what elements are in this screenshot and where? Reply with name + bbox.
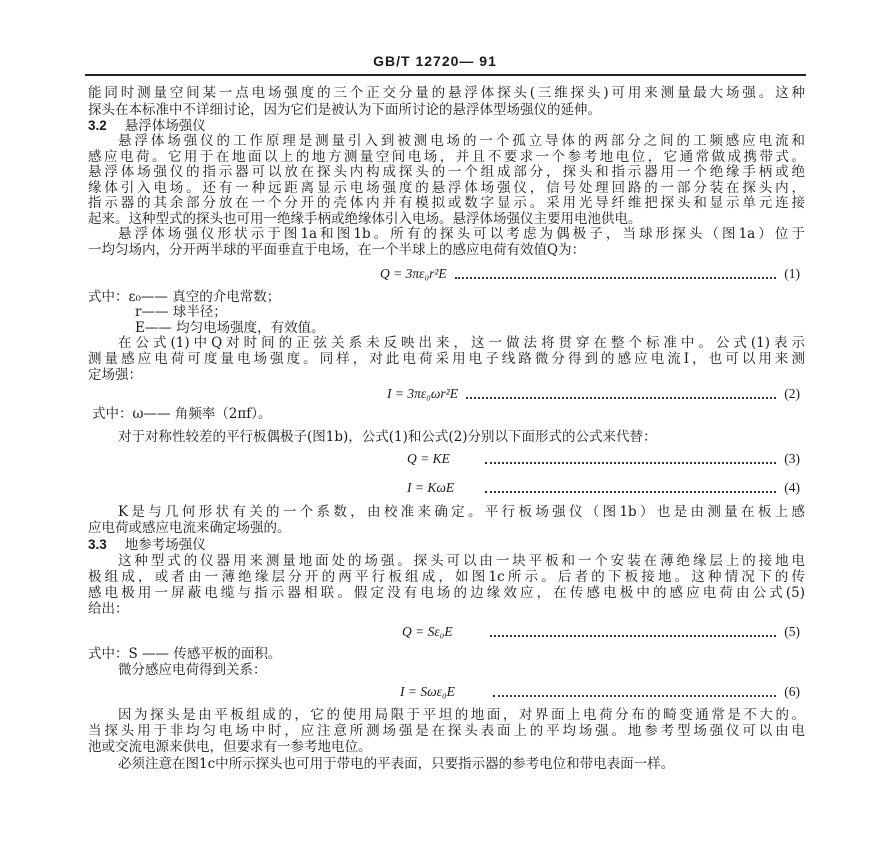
paragraph-line: 给出：	[88, 601, 129, 617]
formula-expression: I = Sωε₀E	[400, 684, 455, 699]
where-line: 式中：ε₀—— 真空的介电常数；	[88, 289, 281, 305]
formula-number: (6)	[784, 684, 800, 699]
where-line: r—— 球半径；	[135, 304, 227, 320]
paragraph-line: 悬浮体场强仪的工作原理是测量引入到被测电场的一个孤立导体的两部分之间的工频感应电流和	[118, 133, 805, 149]
paragraph-line: 一均匀场内，分开两半球的平面垂直于电场，在一个半球上的感应电荷有效值Q为：	[88, 242, 586, 258]
section-number: 3.3	[88, 537, 107, 552]
paragraph-line: K是与几何形状有关的一个系数，由校准来确定。平行板场强仪（图1b）也是由测量在板上感	[118, 504, 805, 520]
formula-expression: Q = 3πε₀r²E	[380, 266, 447, 281]
formula-number: (4)	[784, 480, 800, 495]
paragraph-line: 微分感应电荷得到关系：	[118, 662, 267, 678]
formula-number: (1)	[784, 266, 800, 281]
where-line: 式中：ω—— 角频率（2πf）。	[92, 406, 272, 422]
paragraph-line: 能同时测量空间某一点电场强度的三个正交分量的悬浮体探头(三维探头)可用来测量最大场强。这种	[88, 85, 805, 101]
leader-dots	[485, 483, 776, 493]
paragraph-line: 当探头用于非均匀电场中时，应注意所测场强是在探头表面上的平均场强。地参考型场强仪可以由电	[88, 723, 805, 739]
paragraph-line: 探头在本标准中不详细讨论，因为它们是被认为下面所讨论的悬浮体型场强仪的延伸。	[88, 102, 601, 118]
formula-expression: I = KωE	[407, 480, 455, 495]
formula-4	[407, 480, 800, 496]
section-title: 地参考场强仪	[124, 537, 206, 553]
leader-dots	[466, 389, 776, 399]
paragraph-line: 指示器的其余部分放在一个分开的壳体内并有模拟或数字显示。采用光导纤维把探头和显示单元连接	[88, 195, 805, 211]
formula-1	[380, 266, 800, 282]
formula-expression: I = 3πε₀ωr²E	[387, 386, 458, 401]
paragraph-line: 悬浮体场强仪的指示器可以放在探头内构成探头的一个组成部分，探头和指示器用一个绝缘手柄或绝	[88, 164, 805, 180]
where-line: E—— 均匀电场强度，有效值。	[135, 320, 325, 336]
leader-dots	[455, 269, 777, 279]
formula-5	[402, 624, 800, 640]
where-line: 式中：S —— 传感平板的面积。	[88, 646, 282, 662]
leader-dots	[485, 454, 776, 464]
formula-2	[387, 386, 800, 402]
paragraph-line: 必须注意在图1c中所示探头也可用于带电的平表面，只要指示器的参考电位和带电表面一样。	[118, 756, 675, 772]
section-title: 悬浮体场强仪	[124, 118, 206, 134]
leader-dots	[493, 687, 776, 697]
paragraph-line: 池或交流电源来供电，但要求有一参考地电位。	[88, 739, 372, 755]
paragraph-line: 感电极用一屏蔽电缆与指示器相联。假定没有电场的边缘效应，在传感电极中的感应电荷由公式(5)	[88, 585, 805, 601]
paragraph-line: 感应电荷。它用于在地面以上的地方测量空间电场，并且不要求一个参考地电位，它通常做成携带式。	[88, 149, 805, 165]
formula-number: (5)	[784, 624, 800, 639]
paragraph-line: 测量感应电荷可度量电场强度。同样，对此电荷采用电子线路微分得到的感应电流I，也可以用来测	[88, 351, 805, 367]
paragraph-line: 应电荷或感应电流来确定场强的。	[88, 520, 291, 536]
paragraph-line: 定场强：	[88, 367, 142, 383]
paragraph-line: 起来。这种型式的探头也可用一绝缘手柄或绝缘体引入电场。悬浮体场强仪主要用电池供电。	[88, 211, 642, 227]
paragraph-line: 缘体引入电场。还有一种远距离显示电场强度的悬浮体场强仪，信号处理回路的一部分装在探头内，	[88, 180, 805, 196]
paragraph-line: 在公式(1)中Q对时间的正弦关系未反映出来，这一做法将贯穿在整个标准中。公式(1)表示	[118, 335, 805, 351]
formula-number: (3)	[784, 451, 800, 466]
formula-6	[400, 684, 800, 700]
section-number: 3.2	[88, 118, 107, 133]
paragraph-line: 悬浮体场强仪形状示于图1a和图1b。所有的探头可以考虑为偶极子，当球形探头（图1a）位于	[118, 226, 805, 242]
formula-3	[407, 451, 800, 467]
formula-number: (2)	[784, 386, 800, 401]
section-heading-3-3	[88, 537, 805, 553]
paragraph-line: 这种型式的仪器用来测量地面处的场强。探头可以由一块平板和一个安装在薄绝缘层上的接地电	[118, 553, 805, 569]
formula-expression: Q = KE	[407, 451, 450, 466]
section-heading-3-2	[88, 118, 805, 134]
leader-dots	[490, 627, 776, 637]
header-rule	[85, 74, 806, 76]
paragraph-line: 对于对称性较差的平行板偶极子(图1b)，公式(1)和公式(2)分别以下面形式的公式来代替：	[118, 429, 657, 445]
paragraph-line: 因为探头是由平板组成的，它的使用局限于平坦的地面，对界面上电荷分布的畸变通常是不大的。	[118, 707, 805, 723]
formula-expression: Q = Sε₀E	[402, 624, 453, 639]
paragraph-line: 极组成，或者由一薄绝缘层分开的两平行板组成，如图1c所示。后者的下板接地。这种情况下的传	[88, 569, 805, 585]
standard-number-header: GB/T 12720— 91	[373, 53, 497, 69]
